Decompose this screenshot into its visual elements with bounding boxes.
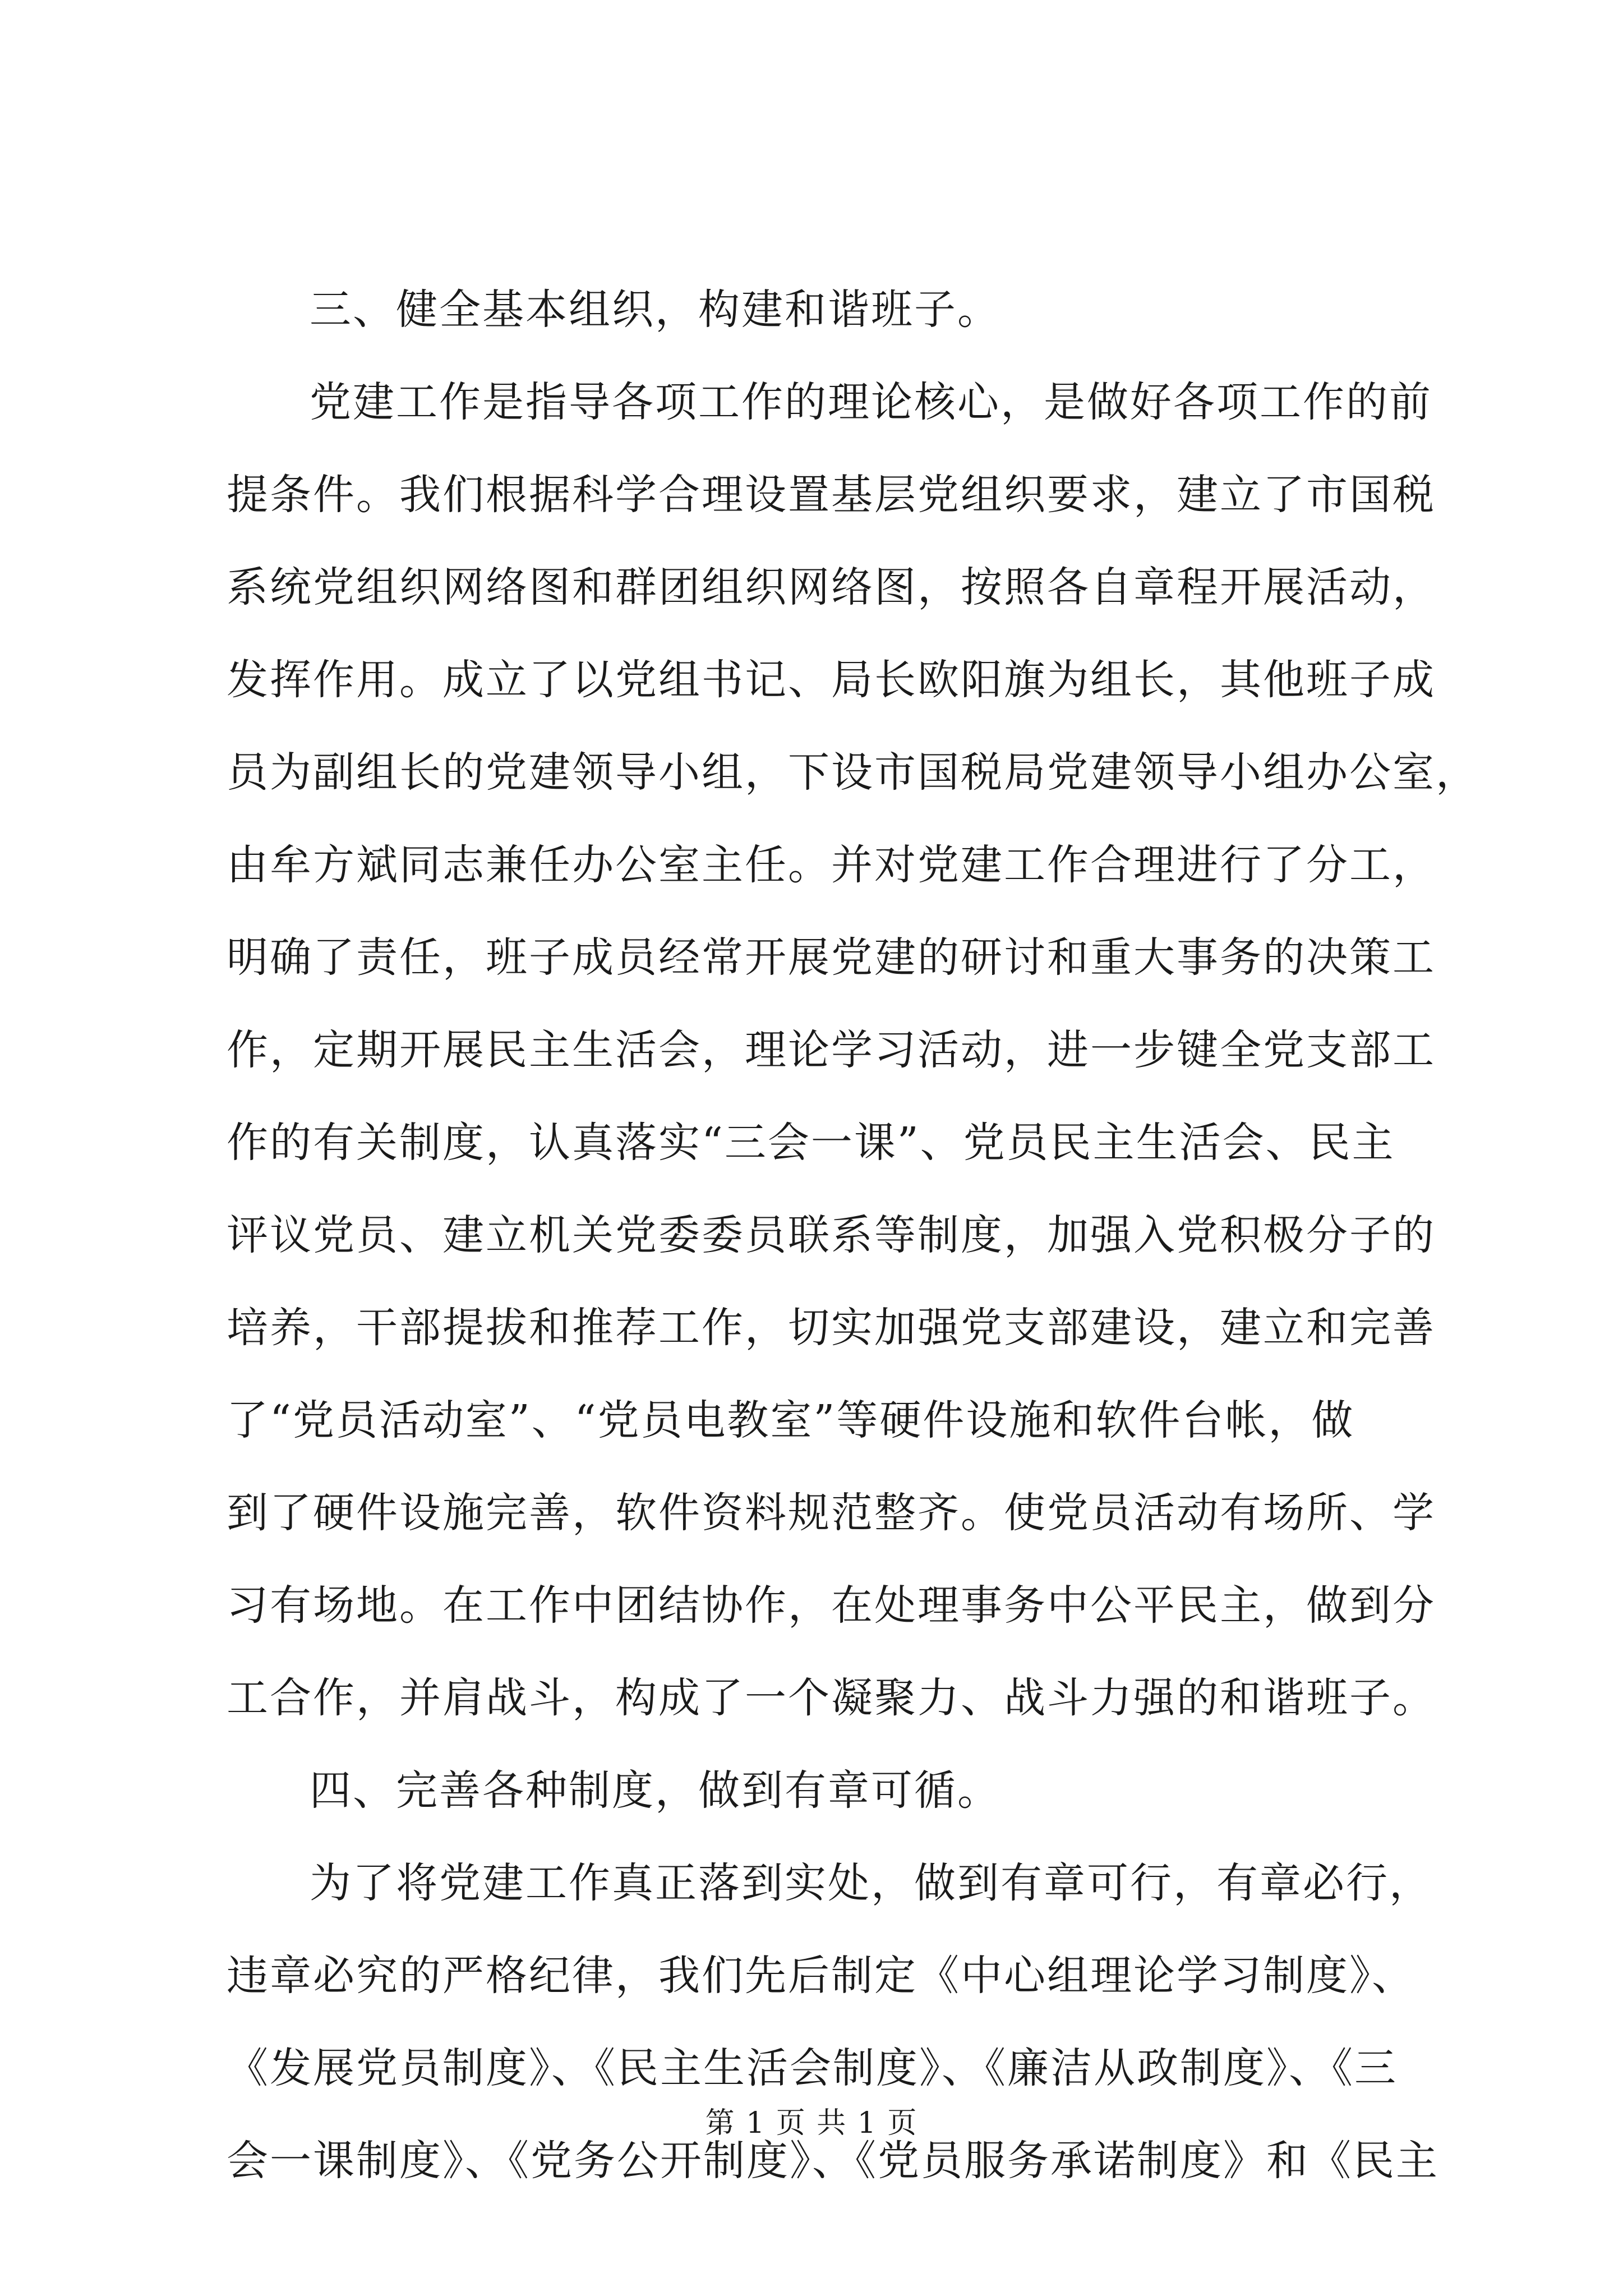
text-line: 由牟方斌同志兼任办公室主任。并对党建工作合理进行了分工，: [227, 841, 1436, 889]
text-line: 到了硬件设施完善，软件资料规范整齐。使党员活动有场所、学: [227, 1489, 1436, 1537]
text-line: 作，定期开展民主生活会，理论学习活动，进一步键全党支部工: [227, 1026, 1436, 1074]
text-line: 评议党员、建立机关党委委员联系等制度，加强入党积极分子的: [227, 1211, 1436, 1259]
text-line: 发挥作用。成立了以党组书记、局长欧阳旗为组长，其他班子成: [227, 656, 1436, 704]
text-line: 工合作，并肩战斗，构成了一个凝聚力、战斗力强的和谐班子。: [227, 1674, 1436, 1722]
text-line: 会一课制度》、《党务公开制度》、《党员服务承诺制度》和《民主: [227, 2137, 1439, 2185]
text-line: 员为副组长的党建领导小组，下设市国税局党建领导小组办公室，: [227, 748, 1479, 797]
text-line: 明确了责任，班子成员经常开展党建的研讨和重大事务的决策工: [227, 933, 1436, 982]
text-line: 系统党组织网络图和群团组织网络图，按照各自章程开展活动，: [227, 563, 1436, 611]
text-line: 习有场地。在工作中团结协作，在处理事务中公平民主，做到分: [227, 1581, 1436, 1630]
text-line: 违章必究的严格纪律，我们先后制定《中心组理论学习制度》、: [227, 1952, 1415, 2000]
text-line: 党建工作是指导各项工作的理论核心，是做好各项工作的前: [310, 378, 1432, 426]
text-line: 为了将党建工作真正落到实处，做到有章可行，有章必行，: [310, 1859, 1432, 1907]
text-line: 了“党员活动室”、“党员电教室”等硬件设施和软件台帐，做: [227, 1396, 1355, 1444]
text-line: 《发展党员制度》、《民主生活会制度》、《廉洁从政制度》、《三: [227, 2044, 1398, 2092]
section-heading-3: 三、健全基本组织，构建和谐班子。: [310, 286, 1000, 334]
text-line: 培养，干部提拔和推荐工作，切实加强党支部建设，建立和完善: [227, 1304, 1436, 1352]
document-body: [227, 264, 1479, 2207]
text-line: 提条件。我们根据科学合理设置基层党组织要求，建立了市国税: [227, 471, 1436, 519]
page-footer: 第 1 页 共 1 页: [705, 2106, 918, 2140]
section-heading-4: 四、完善各种制度，做到有章可循。: [310, 1766, 1000, 1815]
text-line: 作的有关制度，认真落实“三会一课”、党员民主生活会、民主: [227, 1119, 1395, 1167]
